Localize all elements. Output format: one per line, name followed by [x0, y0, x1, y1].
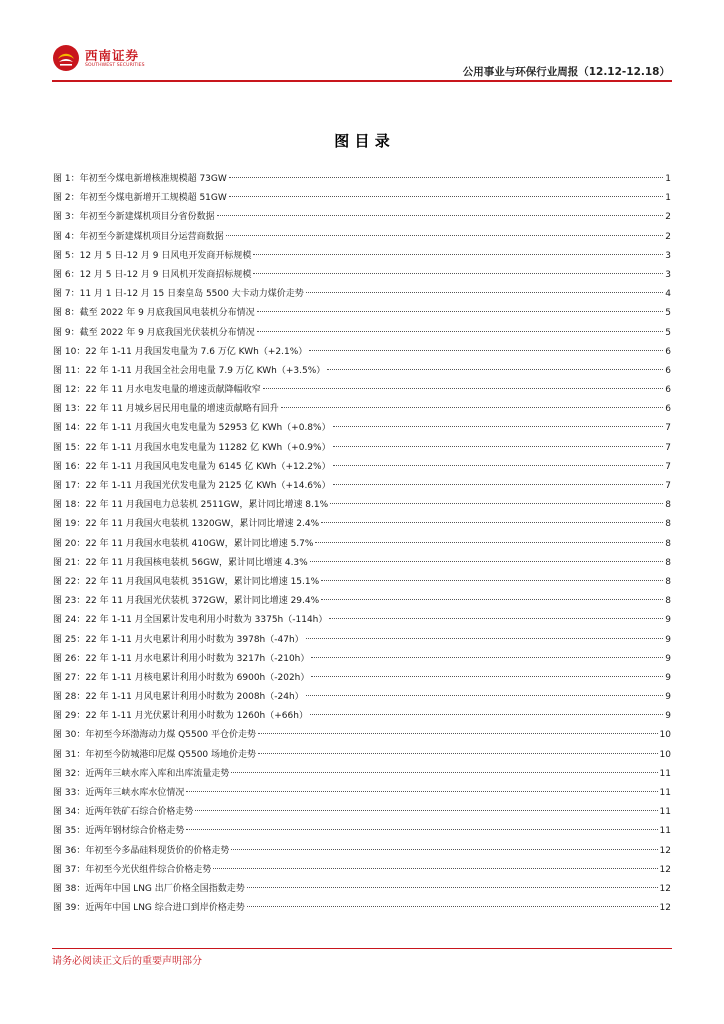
toc-entry[interactable] [53, 535, 671, 554]
toc-dot-leader [330, 503, 663, 504]
toc-dot-leader [253, 254, 663, 255]
toc-entry[interactable] [53, 458, 671, 477]
toc-dot-leader [247, 906, 658, 907]
toc-entry-label: 图 26：22 年 1-11 月水电累计利用小时数为 3217h（-210h） [53, 653, 310, 664]
toc-entry-label: 图 29：22 年 1-11 月光伏累计利用小时数为 1260h（+66h） [53, 711, 308, 722]
toc-entry-page: 11 [659, 788, 671, 798]
toc-entry-page: 9 [665, 692, 671, 703]
toc-entry[interactable] [53, 573, 671, 592]
toc-entry-page: 8 [665, 538, 671, 549]
toc-entry-page: 12 [659, 845, 671, 856]
toc-entry-page: 5 [665, 327, 671, 338]
toc-dot-leader [329, 618, 663, 619]
toc-entry-label: 图 25：22 年 1-11 月火电累计利用小时数为 3978h（-47h） [53, 634, 304, 645]
toc-entry-page: 7 [665, 442, 671, 453]
toc-entry-label: 图 11：22 年 1-11 月我国全社会用电量 7.9 万亿 KWh（+3.5%） [53, 365, 326, 376]
report-title: 公用事业与环保行业周报（12.12-12.18） [462, 66, 670, 78]
toc-entry[interactable] [53, 228, 671, 247]
toc-entry[interactable] [53, 496, 671, 515]
toc-entry[interactable] [53, 650, 671, 669]
toc-entry-page: 1 [665, 174, 671, 184]
toc-entry-label: 图 35：近两年钢材综合价格走势 [53, 826, 185, 837]
toc-entry-page: 4 [665, 289, 671, 300]
toc-entry-page: 8 [665, 500, 671, 511]
toc-dot-leader [186, 791, 657, 792]
toc-dot-leader [229, 177, 663, 178]
toc-entry-page: 9 [665, 711, 671, 722]
toc-dot-leader [231, 772, 657, 773]
toc-entry-label: 图 31：年初至今防城港印尼煤 Q5500 场地价走势 [53, 749, 257, 760]
brand-emblem-icon [52, 44, 80, 72]
toc-entry-label: 图 1：年初至今煤电新增核准规模超 73GW [53, 174, 227, 184]
toc-dot-leader [217, 215, 664, 216]
toc-dot-leader [306, 292, 664, 293]
toc-entry-page: 8 [665, 576, 671, 587]
toc-entry-label: 图 19：22 年 11 月我国火电装机 1320GW，累计同比增速 2.4% [53, 519, 320, 530]
toc-entry-label: 图 28：22 年 1-11 月风电累计利用小时数为 2008h（-24h） [53, 692, 304, 703]
toc-entry-page: 8 [665, 519, 671, 530]
toc-entry[interactable] [53, 688, 671, 707]
toc-entry[interactable] [53, 554, 671, 573]
toc-dot-leader [186, 829, 657, 830]
toc-entry[interactable] [53, 266, 671, 285]
toc-dot-leader [311, 657, 663, 658]
toc-entry-page: 9 [665, 672, 671, 683]
toc-entry[interactable] [53, 381, 671, 400]
toc-entry-page: 11 [659, 768, 671, 779]
toc-entry-label: 图 18：22 年 11 月我国电力总装机 2511GW，累计同比增速 8.1% [53, 500, 329, 511]
toc-entry[interactable] [53, 803, 671, 822]
toc-entry-label: 图 14：22 年 1-11 月我国火电发电量为 52953 亿 KWh（+0.8%） [53, 423, 331, 434]
toc-entry-page: 3 [665, 250, 671, 261]
toc-entry[interactable] [53, 285, 671, 304]
toc-entry-label: 图 4：年初至今新建煤机项目分运营商数据 [53, 231, 224, 242]
toc-dot-leader [311, 676, 663, 677]
toc-entry-page: 9 [665, 634, 671, 645]
toc-entry-label: 图 32：近两年三峡水库入库和出库流量走势 [53, 768, 230, 779]
toc-entry[interactable] [53, 362, 671, 381]
toc-entry-page: 12 [659, 903, 671, 914]
toc-entry-page: 7 [665, 461, 671, 472]
toc-dot-leader [321, 522, 663, 523]
toc-dot-leader [229, 196, 663, 197]
toc-entry[interactable] [53, 669, 671, 688]
toc-heading: 图 目 录 [334, 132, 390, 150]
toc-entry-page: 8 [665, 557, 671, 568]
toc-entry-label: 图 7：11 月 1 日-12 月 15 日秦皇岛 5500 大卡动力煤价走势 [53, 289, 304, 300]
toc-entry[interactable] [53, 439, 671, 458]
toc-entry[interactable] [53, 746, 671, 765]
toc-entry-label: 图 9：截至 2022 年 9 月底我国光伏装机分布情况 [53, 327, 255, 338]
toc-dot-leader [306, 638, 664, 639]
footer-disclaimer: 请务必阅读正文后的重要声明部分 [52, 956, 202, 967]
toc-entry-label: 图 5：12 月 5 日-12 月 9 日风电开发商开标规模 [53, 250, 252, 261]
toc-entry[interactable] [53, 592, 671, 611]
toc-dot-leader [253, 273, 663, 274]
toc-entry[interactable] [53, 400, 671, 419]
toc-dot-leader [258, 753, 658, 754]
toc-entry[interactable] [53, 343, 671, 362]
toc-dot-leader [306, 695, 664, 696]
toc-entry-label: 图 12：22 年 11 月水电发电量的增速贡献降幅收窄 [53, 385, 261, 396]
toc-entry-label: 图 8：截至 2022 年 9 月底我国风电装机分布情况 [53, 308, 255, 319]
toc-entry-label: 图 36：年初至今多晶硅料现货价的价格走势 [53, 845, 230, 856]
toc-entry[interactable] [53, 189, 671, 208]
toc-entry-page: 7 [665, 481, 671, 491]
toc-entry-label: 图 33：近两年三峡水库水位情况 [53, 788, 185, 798]
toc-entry[interactable] [53, 324, 671, 343]
toc-entry-label: 图 24：22 年 1-11 月全国累计发电利用小时数为 3375h（-114h） [53, 615, 328, 626]
toc-entry-page: 8 [665, 596, 671, 607]
toc-dot-leader [309, 350, 663, 351]
toc-entry-page: 3 [665, 269, 671, 280]
toc-entry-label: 图 23：22 年 11 月我国光伏装机 372GW，累计同比增速 29.4% [53, 596, 320, 607]
toc-entry[interactable] [53, 477, 671, 496]
toc-dot-leader [310, 714, 663, 715]
toc-entry-label: 图 22：22 年 11 月我国风电装机 351GW，累计同比增速 15.1% [53, 576, 320, 587]
toc-entry[interactable] [53, 861, 671, 880]
toc-dot-leader [281, 407, 663, 408]
toc-dot-leader [315, 542, 663, 543]
toc-entry-label: 图 37：年初至今光伏组件综合价格走势 [53, 864, 212, 875]
toc-entry-page: 2 [665, 231, 671, 242]
brand-logo [52, 44, 152, 74]
toc-entry-label: 图 30：年初至今环渤海动力煤 Q5500 平仓价走势 [53, 730, 257, 741]
toc-entry-page: 6 [665, 346, 671, 357]
toc-entry[interactable] [53, 822, 671, 841]
footer-divider [52, 948, 672, 949]
toc-dot-leader [231, 849, 657, 850]
toc-entry[interactable] [53, 419, 671, 438]
toc-dot-leader [321, 580, 663, 581]
toc-entry[interactable] [53, 707, 671, 726]
toc-entry-page: 6 [665, 365, 671, 376]
toc-dot-leader [213, 868, 657, 869]
toc-dot-leader [257, 311, 664, 312]
toc-dot-leader [333, 465, 664, 466]
toc-entry-page: 7 [665, 423, 671, 434]
toc-dot-leader [310, 561, 664, 562]
toc-entry-page: 11 [659, 826, 671, 837]
toc-entry[interactable] [53, 247, 671, 266]
toc-entry-page: 5 [665, 308, 671, 319]
toc-entry[interactable] [53, 899, 671, 918]
toc-entry-page: 10 [659, 730, 671, 741]
toc-entry-label: 图 6：12 月 5 日-12 月 9 日风机开发商招标规模 [53, 269, 252, 280]
brand-name-en: SOUTHWEST SECURITIES [85, 63, 145, 68]
toc-entry-page: 2 [665, 212, 671, 223]
toc-dot-leader [257, 331, 664, 332]
toc-entry-page: 6 [665, 385, 671, 396]
toc-entry-page: 1 [665, 193, 671, 204]
toc-entry-label: 图 27：22 年 1-11 月核电累计利用小时数为 6900h（-202h） [53, 672, 310, 683]
toc-dot-leader [247, 887, 658, 888]
toc-entry-page: 9 [665, 653, 671, 664]
toc-entry-label: 图 34：近两年铁矿石综合价格走势 [53, 807, 194, 818]
toc-dot-leader [258, 733, 658, 734]
toc-entry[interactable] [53, 726, 671, 745]
toc-entry[interactable] [53, 170, 671, 189]
toc-entry-label: 图 20：22 年 11 月我国水电装机 410GW，累计同比增速 5.7% [53, 538, 314, 549]
toc-entry-label: 图 13：22 年 11 月城乡居民用电量的增速贡献略有回升 [53, 404, 279, 415]
toc-entry[interactable] [53, 880, 671, 899]
toc-entry[interactable] [53, 304, 671, 323]
toc-entry-label: 图 15：22 年 1-11 月我国水电发电量为 11282 亿 KWh（+0.9%） [53, 442, 331, 453]
toc-entry-label: 图 2：年初至今煤电新增开工规模超 51GW [53, 193, 227, 204]
toc-dot-leader [333, 426, 664, 427]
toc-entry[interactable] [53, 611, 671, 630]
toc-entry-page: 9 [665, 615, 671, 626]
toc-entry-page: 12 [659, 864, 671, 875]
toc-entry-label: 图 21：22 年 11 月我国核电装机 56GW，累计同比增速 4.3% [53, 557, 308, 568]
toc-dot-leader [195, 810, 657, 811]
toc-dot-leader [321, 599, 663, 600]
toc-dot-leader [333, 446, 664, 447]
toc-dot-leader [333, 484, 664, 485]
toc-entry[interactable] [53, 765, 671, 784]
page-header [0, 0, 724, 80]
brand-name-cn: 西南证券 [85, 48, 140, 63]
toc-entry-page: 6 [665, 404, 671, 415]
toc-entry-label: 图 10：22 年 1-11 月我国发电量为 7.6 万亿 KWh（+2.1%） [53, 346, 308, 357]
header-divider [52, 80, 672, 82]
toc-entry[interactable] [53, 208, 671, 227]
toc-entry-page: 12 [659, 883, 671, 894]
toc-entry[interactable] [53, 784, 671, 803]
toc-entry[interactable] [53, 515, 671, 534]
toc-entry[interactable] [53, 631, 671, 650]
toc-entry[interactable] [53, 842, 671, 861]
toc-dot-leader [263, 388, 663, 389]
toc-entry-label: 图 17：22 年 1-11 月我国光伏发电量为 2125 亿 KWh（+14.6%） [53, 481, 331, 491]
toc-entry-label: 图 3：年初至今新建煤机项目分省份数据 [53, 212, 215, 223]
toc-dot-leader [226, 235, 664, 236]
toc-entry-page: 10 [659, 749, 671, 760]
toc-entry-label: 图 39：近两年中国 LNG 综合进口到岸价格走势 [53, 903, 245, 914]
toc-dot-leader [327, 369, 663, 370]
toc-entry-label: 图 38：近两年中国 LNG 出厂价格全国指数走势 [53, 883, 245, 894]
toc-entry-page: 11 [659, 807, 671, 818]
toc-entry-label: 图 16：22 年 1-11 月我国风电发电量为 6145 亿 KWh（+12.2%） [53, 461, 331, 472]
figure-toc-list [53, 170, 671, 918]
